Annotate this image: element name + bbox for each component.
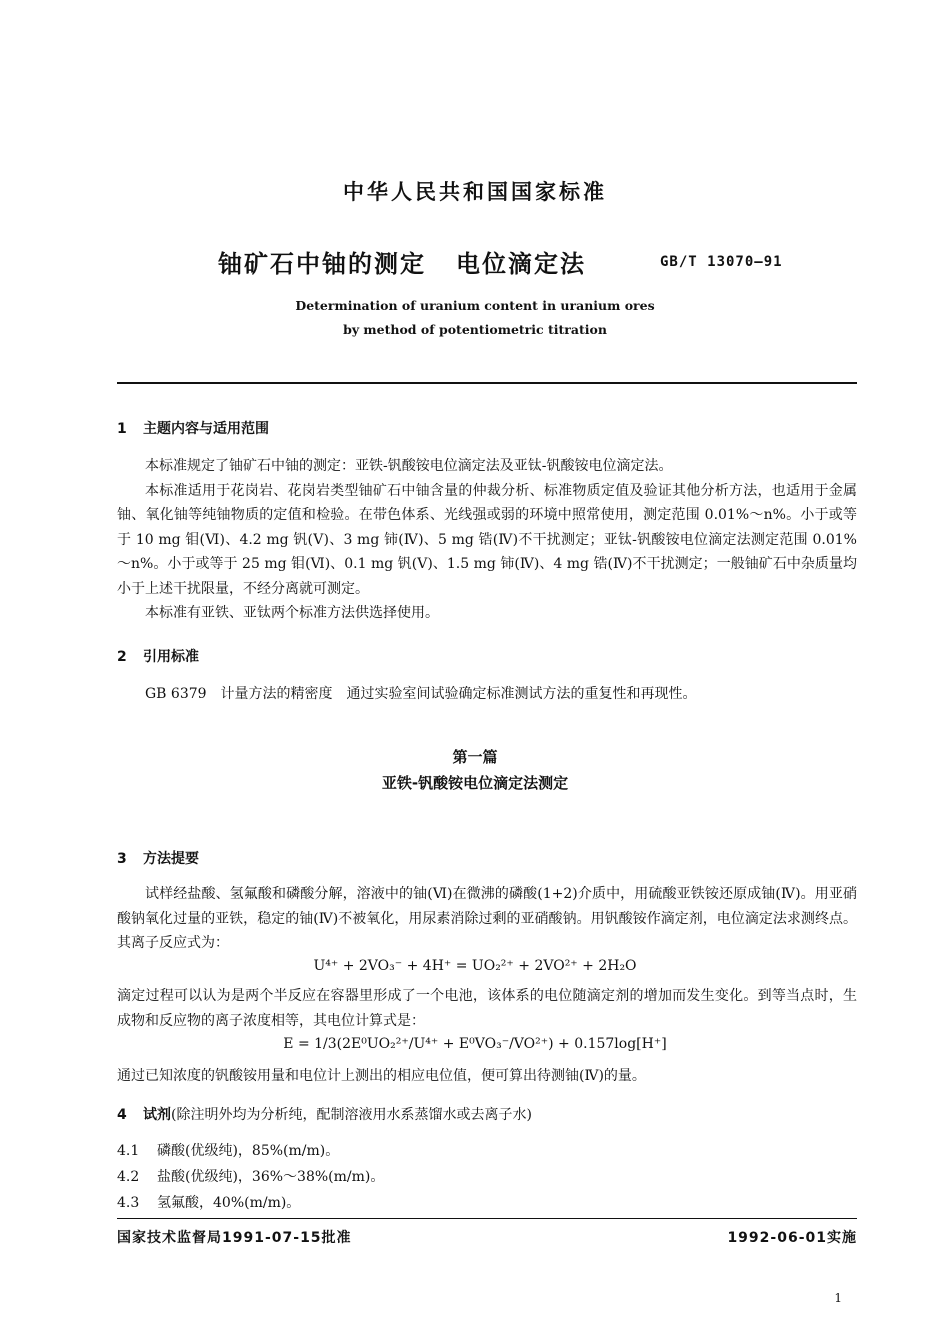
part-label: 第一篇 [452,748,498,766]
document-title [218,244,586,279]
title-part1: 铀矿石中铀的测定 [218,250,426,278]
section-3-title: 方法提要 [143,851,199,867]
english-title-line1: Determination of uranium content in uranium ores [295,298,655,313]
section-3-para-3: 通过已知浓度的钒酸铵用量和电位计上测出的相应电位值，便可算出待测铀(Ⅳ)的量。 [117,1068,646,1084]
section-4-heading [117,1104,532,1124]
footer-rule [117,1218,857,1219]
section-4-number: 4 [117,1107,127,1123]
section-4-title: 试剂 [143,1107,171,1123]
potential-equation: E = 1/3(2E⁰UO₂²⁺/U⁴⁺ + E⁰VO₃⁻/VO²⁺) + 0.157log[H⁺] [283,1036,667,1052]
reagent-item [117,1166,384,1186]
standard-name: 中华人民共和国国家标准 [343,180,607,204]
reaction-equation: U⁴⁺ + 2VO₃⁻ + 4H⁺ = UO₂²⁺ + 2VO²⁺ + 2H₂O [313,958,637,974]
standard-code: GB/T 13070—91 [660,254,783,270]
section-1-body [117,454,857,626]
reagent-number: 4.2 [117,1169,140,1185]
reagent-text: 氢氟酸，40%(m/m)。 [157,1195,301,1211]
header-rule [117,382,857,384]
reagent-item [117,1192,300,1212]
section-3-para-2: 滴定过程可以认为是两个半反应在容器里形成了一个电池，该体系的电位随滴定剂的增加而发生变化。到等当点时，生成物和反应物的离子浓度相等，其电位计算式是： [117,988,857,1029]
section-3-para-3-block [117,1064,857,1089]
section-1-heading [117,418,269,438]
reagent-item [117,1140,339,1160]
section-2-title: 引用标准 [143,649,199,665]
section-1-para-1: 本标准规定了铀矿石中铀的测定：亚铁-钒酸铵电位滴定法及亚钛-钒酸铵电位滴定法。 [145,458,673,474]
section-3-number: 3 [117,851,127,867]
approval-date: 国家技术监督局1991-07-15批准 [117,1230,352,1246]
section-3-para-1: 试样经盐酸、氢氟酸和磷酸分解，溶液中的铀(Ⅵ)在微沸的磷酸(1+2)介质中，用硫酸亚铁铵还原成铀(Ⅳ)。用亚硝酸钠氧化过量的亚铁，稳定的铀(Ⅳ)不被氧化，用尿素消除过剩的亚硝酸钠。用钒酸铵作滴定剂，电位滴定法求测终点。其离子反应式为： [117,886,857,951]
reagent-text: 磷酸(优级纯)，85%(m/m)。 [157,1143,340,1159]
english-title-line2: by method of potentiometric titration [343,322,607,337]
reagent-number: 4.3 [117,1195,140,1211]
section-2-number: 2 [117,649,127,665]
section-3-para-2-block [117,984,857,1033]
section-1-para-2: 本标准适用于花岗岩、花岗岩类型铀矿石中铀含量的仲裁分析、标准物质定值及验证其他分析方法，也适用于金属铀、氧化铀等纯铀物质的定值和检验。在带色体系、光线强或弱的环境中照常使用，测定范围 0.01%～n%。小于或等于 10 mg 钼(Ⅵ)、4.2 mg 钒(Ⅴ)、3 mg 铈(Ⅳ)、5 mg 锆(Ⅳ)不干扰测定；亚钛-钒酸铵电位滴定法测定范围 0.01%～n%。小于或等于 25 mg 钼(Ⅵ)、0.1 mg 钒(Ⅴ)、1.5 mg 铈(Ⅳ)、4 mg 锆(Ⅳ)不干扰测定；一般铀矿石中杂质量均小于上述干扰限量，不经分离就可测定。 [117,482,857,597]
effective-date: 1992-06-01实施 [727,1230,857,1246]
section-4-note: (除注明外均为分析纯，配制溶液用水系蒸馏水或去离子水) [171,1107,532,1123]
section-3-heading [117,848,199,868]
section-3-para-1-block [117,882,857,956]
section-2-heading [117,646,199,666]
section-2-para-1: GB 6379 计量方法的精密度 通过实验室间试验确定标准测试方法的重复性和再现性。 [145,686,697,702]
section-2-body [117,682,857,707]
section-1-title: 主题内容与适用范围 [143,421,269,437]
reagent-text: 盐酸(优级纯)，36%～38%(m/m)。 [157,1169,385,1185]
page-number: 1 [834,1291,842,1305]
part-title: 亚铁-钒酸铵电位滴定法测定 [381,774,569,792]
title-part2: 电位滴定法 [456,250,586,278]
reagent-number: 4.1 [117,1143,140,1159]
section-1-number: 1 [117,421,127,437]
section-1-para-3: 本标准有亚铁、亚钛两个标准方法供选择使用。 [145,605,439,621]
